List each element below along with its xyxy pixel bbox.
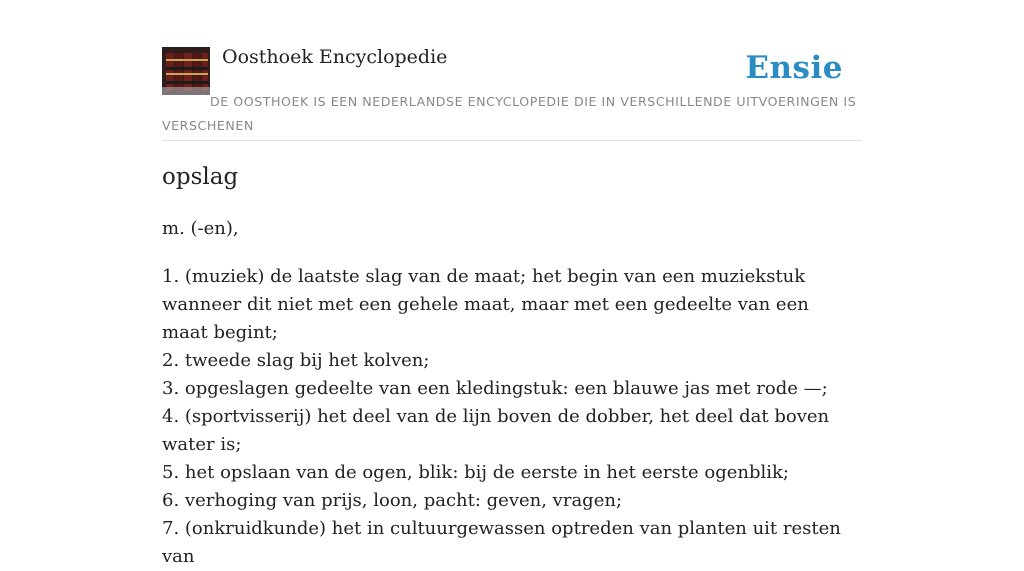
sense-item: 4. (sportvisserij) het deel van de lijn boven de dobber, het deel dat boven water is; <box>162 406 830 455</box>
ensie-logo-link[interactable]: Ensie <box>745 50 843 86</box>
source-tagline: DE OOSTHOEK IS EEN NEDERLANDSE ENCYCLOPEDIE DIE IN VERSCHILLENDE UITVOERINGEN IS VERSCHENEN <box>162 94 857 133</box>
entry-headword: opslag <box>162 164 239 190</box>
sense-item: 1. (muziek) de laatste slag van de maat; het begin van een muziekstuk wanneer dit niet met een gehele maat, maar met een gedeelte van een maat begint; <box>162 266 809 343</box>
entry-grammar: m. (-en), <box>162 218 239 239</box>
sense-item: 5. het opslaan van de ogen, blik: bij de eerste in het eerste ogenblik; <box>162 462 789 483</box>
source-name-link[interactable]: Oosthoek Encyclopedie <box>222 46 448 68</box>
site-header <box>162 44 862 141</box>
sense-item: 6. verhoging van prijs, loon, pacht: geven, vragen; <box>162 490 623 511</box>
sense-item: 7. (onkruidkunde) het in cultuurgewassen optreden van planten uit resten van <box>162 518 841 567</box>
sense-item: 3. opgeslagen gedeelte van een kledingstuk: een blauwe jas met rode —; <box>162 378 828 399</box>
entry-senses <box>162 263 852 571</box>
encyclopedia-books-icon <box>162 47 210 95</box>
avatar[interactable] <box>162 47 210 95</box>
sense-item: 2. tweede slag bij het kolven; <box>162 350 430 371</box>
